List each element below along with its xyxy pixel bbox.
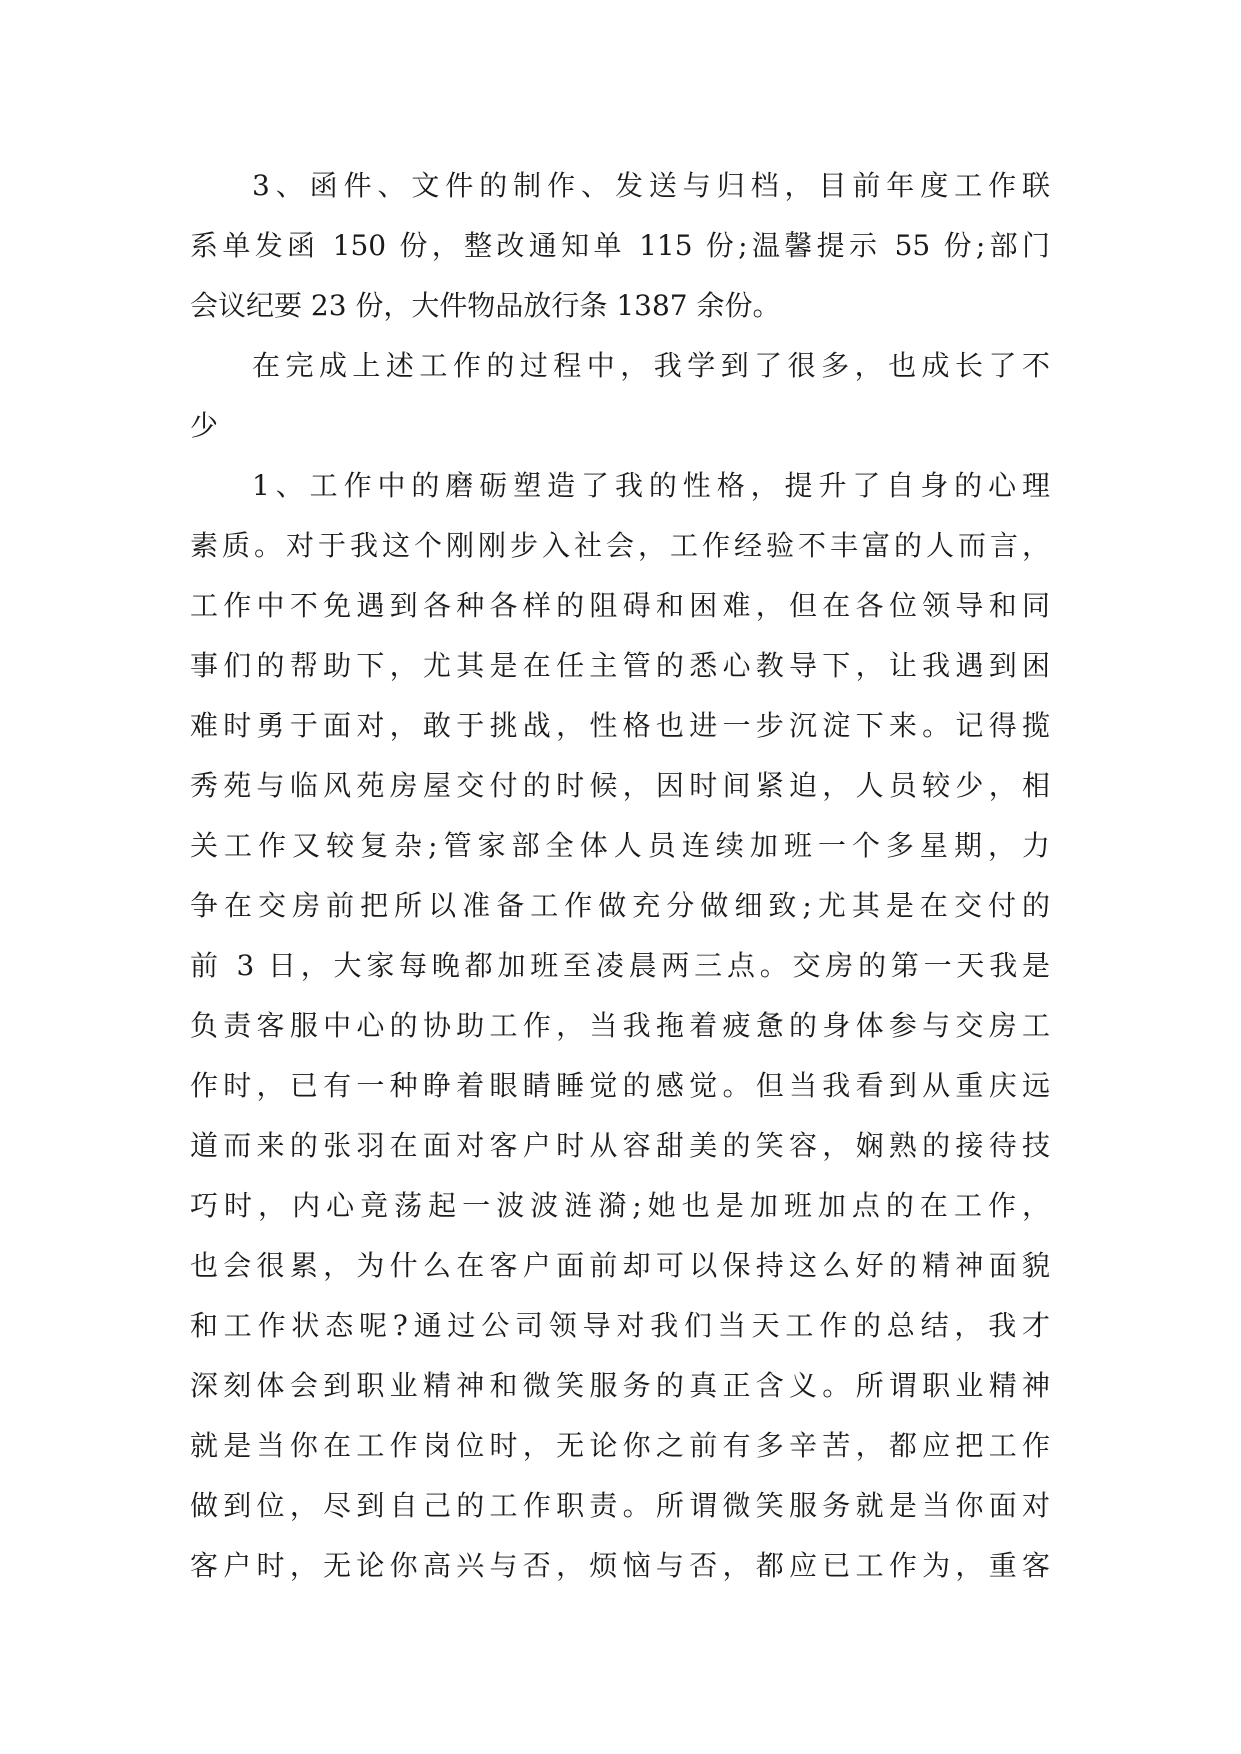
paragraph-3-line-2: 素质。对于我这个刚刚步入社会，工作经验不丰富的人而言， bbox=[190, 529, 1050, 562]
paragraph-2-line-2: 少 bbox=[190, 409, 219, 442]
paragraph-1-line-3: 会议纪要 23 份，大件物品放行条 1387 余份。 bbox=[190, 289, 781, 322]
paragraph-3-line-16: 深刻体会到职业精神和微笑服务的真正含义。所谓职业精神 bbox=[190, 1369, 1050, 1402]
paragraph-3-line-5: 难时勇于面对，敢于挑战，性格也进一步沉淀下来。记得揽 bbox=[190, 709, 1050, 742]
paragraph-3-line-9: 前 3 日，大家每晚都加班至凌晨两三点。交房的第一天我是 bbox=[190, 949, 1050, 982]
paragraph-3-line-11: 作时，已有一种睁着眼睛睡觉的感觉。但当我看到从重庆远 bbox=[190, 1069, 1050, 1102]
paragraph-3-line-14: 也会很累，为什么在客户面前却可以保持这么好的精神面貌 bbox=[190, 1249, 1050, 1282]
paragraph-3-line-17: 就是当你在工作岗位时，无论你之前有多辛苦，都应把工作 bbox=[190, 1429, 1050, 1462]
paragraph-3-line-13: 巧时，内心竟荡起一波波涟漪;她也是加班加点的在工作， bbox=[190, 1189, 1050, 1222]
paragraph-3-line-3: 工作中不免遇到各种各样的阻碍和困难，但在各位领导和同 bbox=[190, 589, 1050, 622]
paragraph-3-line-10: 负责客服中心的协助工作，当我拖着疲惫的身体参与交房工 bbox=[190, 1009, 1050, 1042]
paragraph-3-line-8: 争在交房前把所以准备工作做充分做细致;尤其是在交付的 bbox=[190, 889, 1050, 922]
paragraph-2-line-1: 在完成上述工作的过程中，我学到了很多，也成长了不 bbox=[252, 349, 1050, 382]
paragraph-1-line-1: 3、函件、文件的制作、发送与归档，目前年度工作联 bbox=[252, 169, 1050, 202]
paragraph-3-line-18: 做到位，尽到自己的工作职责。所谓微笑服务就是当你面对 bbox=[190, 1489, 1050, 1522]
paragraph-3-line-1: 1、工作中的磨砺塑造了我的性格，提升了自身的心理 bbox=[252, 469, 1050, 502]
paragraph-3-line-6: 秀苑与临风苑房屋交付的时候，因时间紧迫，人员较少，相 bbox=[190, 769, 1050, 802]
paragraph-3-line-7: 关工作又较复杂;管家部全体人员连续加班一个多星期，力 bbox=[190, 829, 1050, 862]
paragraph-1-line-2: 系单发函 150 份，整改通知单 115 份;温馨提示 55 份;部门 bbox=[190, 229, 1050, 262]
paragraph-3-line-12: 道而来的张羽在面对客户时从容甜美的笑容，娴熟的接待技 bbox=[190, 1129, 1050, 1162]
paragraph-3-line-19: 客户时，无论你高兴与否，烦恼与否，都应已工作为，重客 bbox=[190, 1549, 1050, 1582]
paragraph-3-line-15: 和工作状态呢?通过公司领导对我们当天工作的总结，我才 bbox=[190, 1309, 1050, 1342]
paragraph-3-line-4: 事们的帮助下，尤其是在任主管的悉心教导下，让我遇到困 bbox=[190, 649, 1050, 682]
